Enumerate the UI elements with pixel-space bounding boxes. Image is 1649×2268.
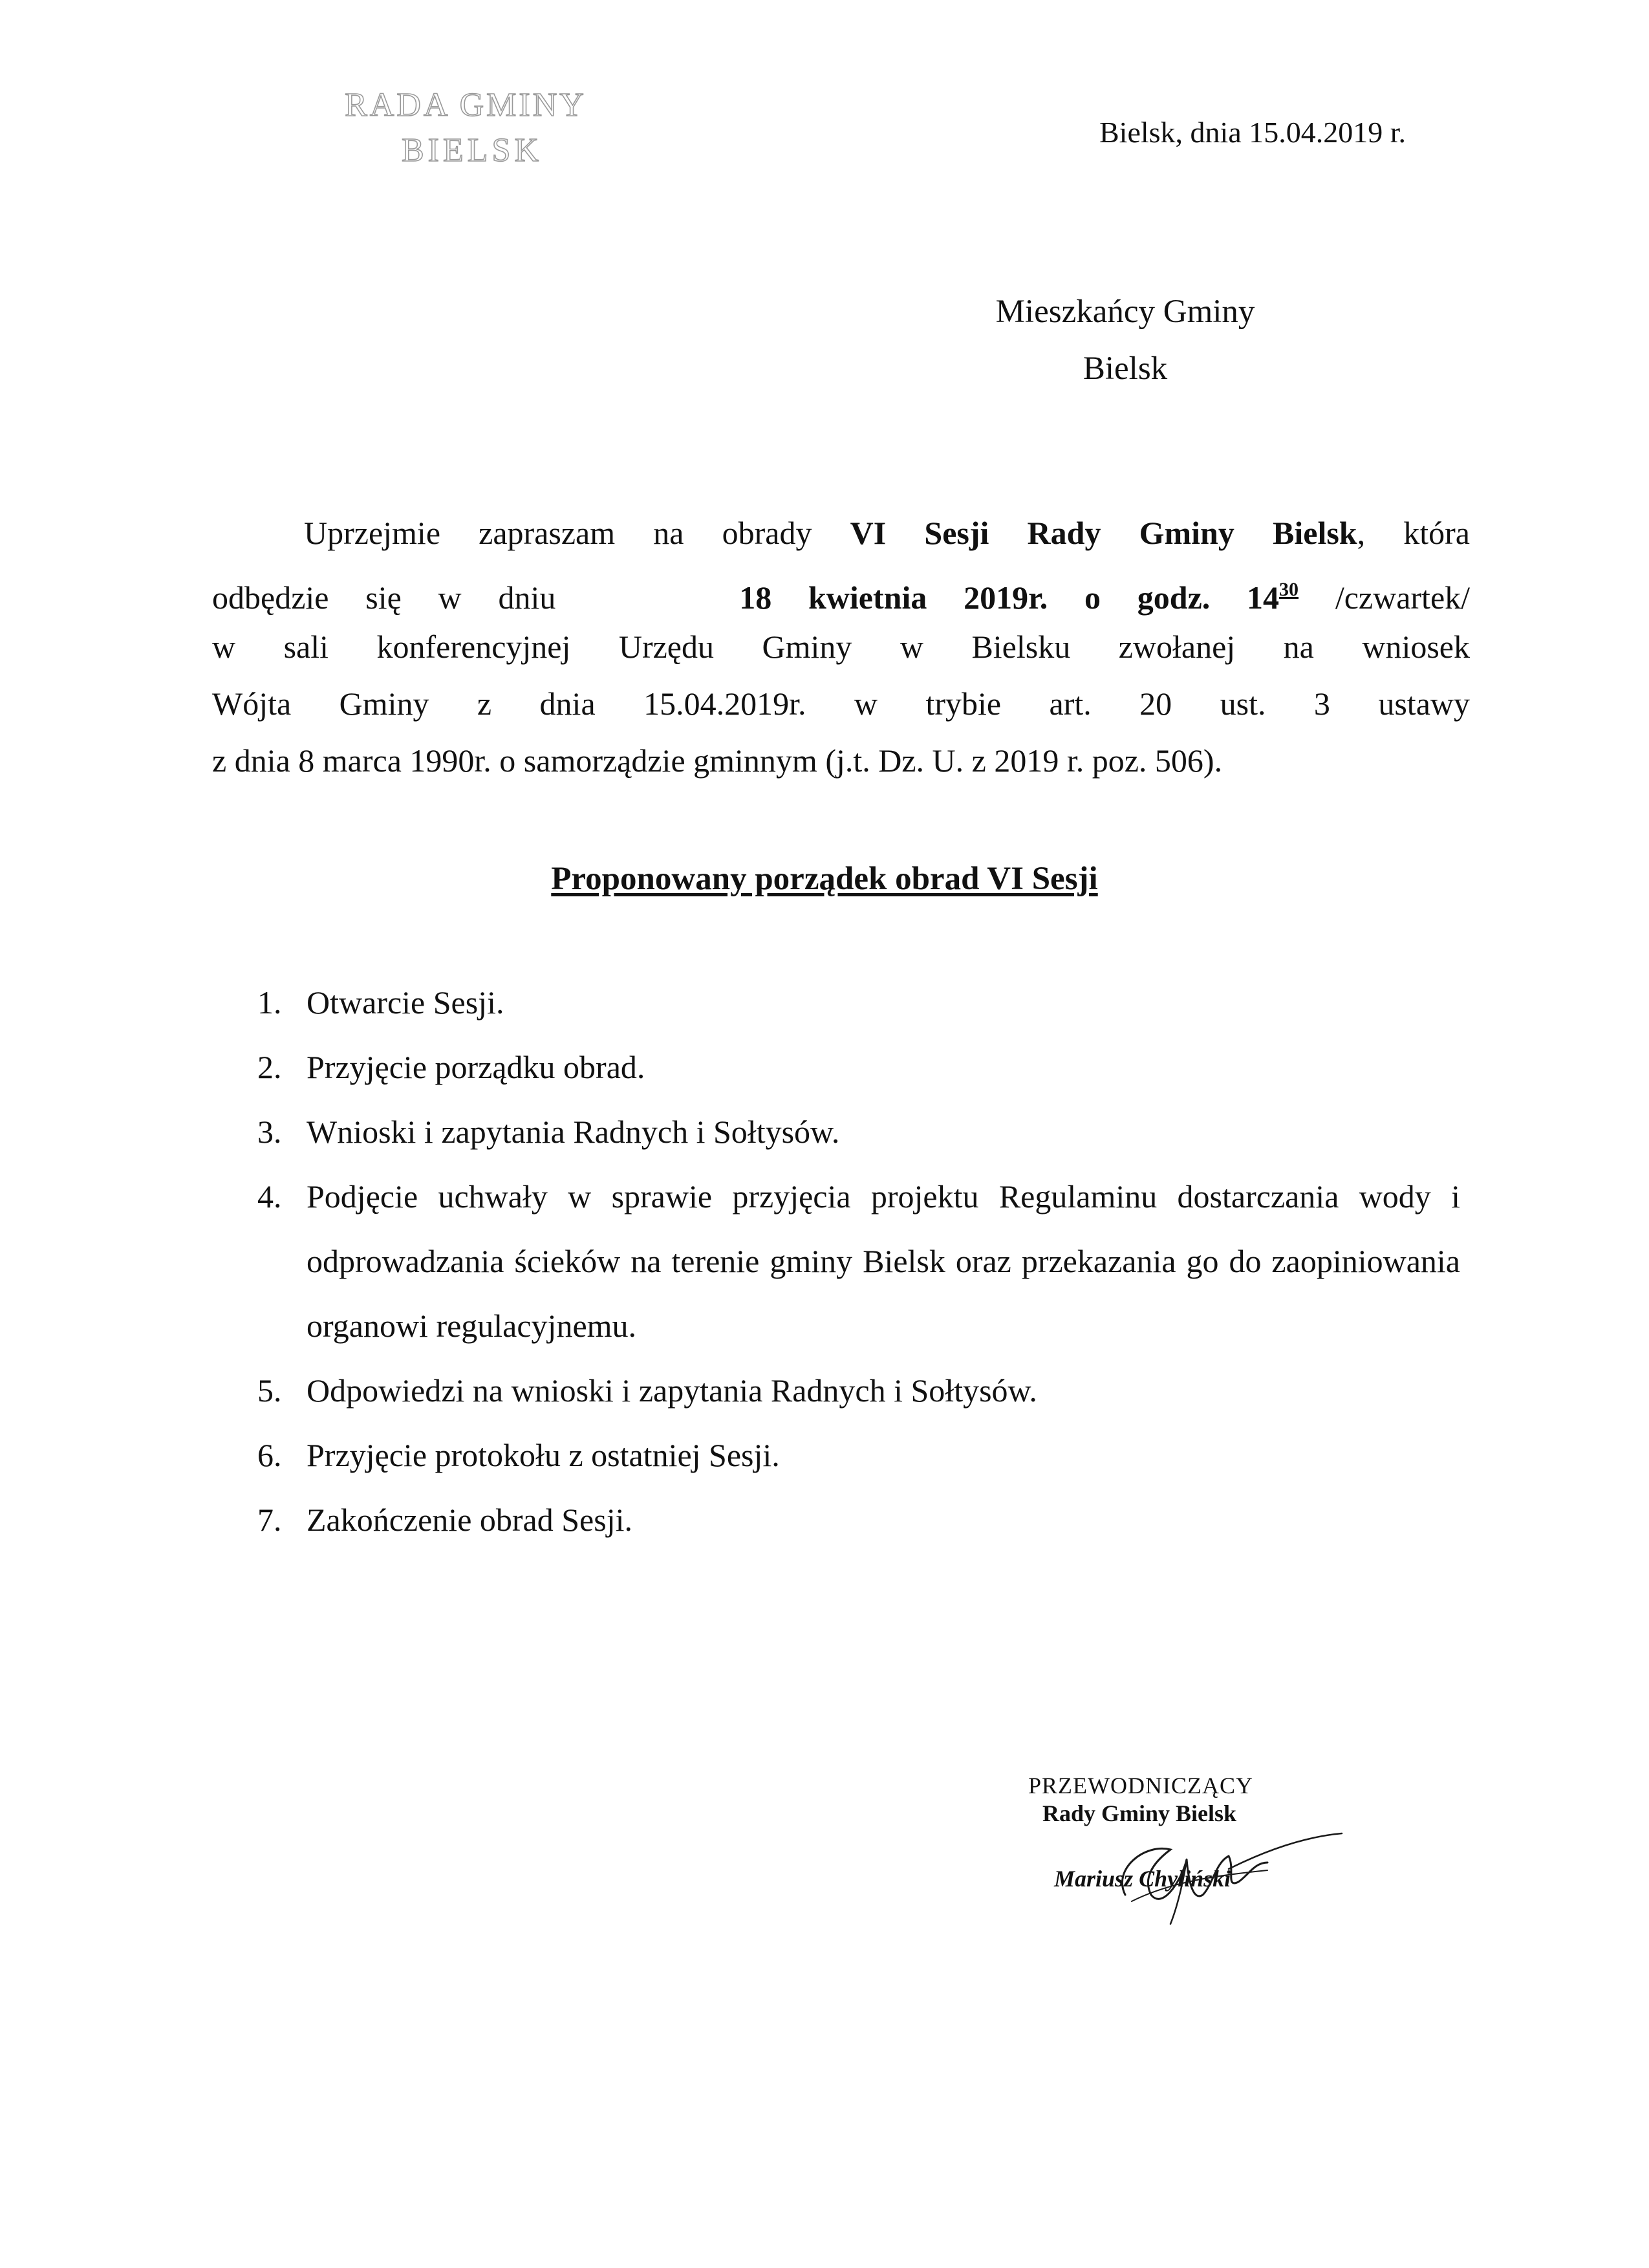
agenda-item-number: 4. (257, 1178, 282, 1215)
intro-line-5: z dnia 8 marca 1990r. o samorządzie gminnym (j.t. Dz. U. z 2019 r. poz. 506). (212, 742, 1223, 779)
agenda-item (257, 1035, 1460, 1099)
agenda-item (257, 970, 1460, 1035)
agenda-item-number: 3. (257, 1114, 282, 1150)
agenda-item-number: 6. (257, 1437, 282, 1473)
agenda-item-text: Podjęcie uchwały w sprawie przyjęcia projektu Regulaminu dostarczania wody i odprowadzania ścieków na terenie gminy Bielsk oraz przekazania go do zaopiniowania organowi regulacyjnemu. (307, 1178, 1460, 1344)
agenda-item-number: 2. (257, 1049, 282, 1085)
agenda-list (257, 970, 1460, 1552)
intro-text: /czwartek/ (1335, 579, 1471, 616)
session-name: VI Sesji Rady Gminy Bielsk (850, 515, 1357, 551)
handwritten-signature (1073, 1798, 1345, 1927)
invitation-paragraph (212, 504, 1470, 789)
intro-line-4: Wójta Gminy z dnia 15.04.2019r. w trybie art. 20 ust. 3 ustawy (212, 686, 1470, 722)
agenda-item-text: Odpowiedzi na wnioski i zapytania Radnych i Sołtysów. (307, 1372, 1037, 1409)
signatory-name: Mariusz Chyliński (1054, 1866, 1231, 1892)
intro-text: Uprzejmie zapraszam na obrady (304, 515, 812, 551)
document-date: Bielsk, dnia 15.04.2019 r. (1099, 116, 1406, 149)
addressee-line-1: Mieszkańcy Gminy (995, 294, 1255, 330)
agenda-heading: Proponowany porządek obrad VI Sesji (551, 861, 1098, 897)
addressee (925, 283, 1326, 397)
agenda-item-text: Wnioski i zapytania Radnych i Sołtysów. (307, 1114, 840, 1150)
agenda-item (257, 1164, 1460, 1358)
agenda-item-number: 1. (257, 984, 282, 1021)
session-minutes: 30 (1279, 579, 1299, 600)
council-stamp (323, 83, 608, 173)
stamp-line-1: RADA GMINY (345, 87, 587, 124)
agenda-item-text: Przyjęcie protokołu z ostatniej Sesji. (307, 1437, 780, 1473)
agenda-item (257, 1099, 1460, 1164)
agenda-item-text: Przyjęcie porządku obrad. (307, 1049, 645, 1085)
intro-text: , która (1357, 515, 1471, 551)
intro-line-3: w sali konferencyjnej Urzędu Gminy w Bielsku zwołanej na wniosek (212, 629, 1470, 665)
agenda-item (257, 1358, 1460, 1423)
stamp-line-2: BIELSK (402, 132, 543, 169)
agenda-item-number: 5. (257, 1372, 282, 1409)
agenda-item (257, 1487, 1460, 1552)
agenda-item (257, 1423, 1460, 1487)
agenda-item-number: 7. (257, 1502, 282, 1538)
agenda-item-text: Otwarcie Sesji. (307, 984, 504, 1021)
addressee-line-2: Bielsk (1083, 351, 1168, 387)
intro-text: odbędzie się w dniu (212, 579, 556, 616)
signatory-title: PRZEWODNICZĄCY (1028, 1773, 1253, 1798)
intro-line-1 (212, 504, 1470, 561)
signatory-body: Rady Gminy Bielsk (1042, 1800, 1237, 1826)
session-datetime: 18 kwietnia 2019r. o godz. 14 (739, 579, 1280, 616)
agenda-item-text: Zakończenie obrad Sesji. (307, 1502, 632, 1538)
intro-line-2 (212, 561, 1470, 618)
